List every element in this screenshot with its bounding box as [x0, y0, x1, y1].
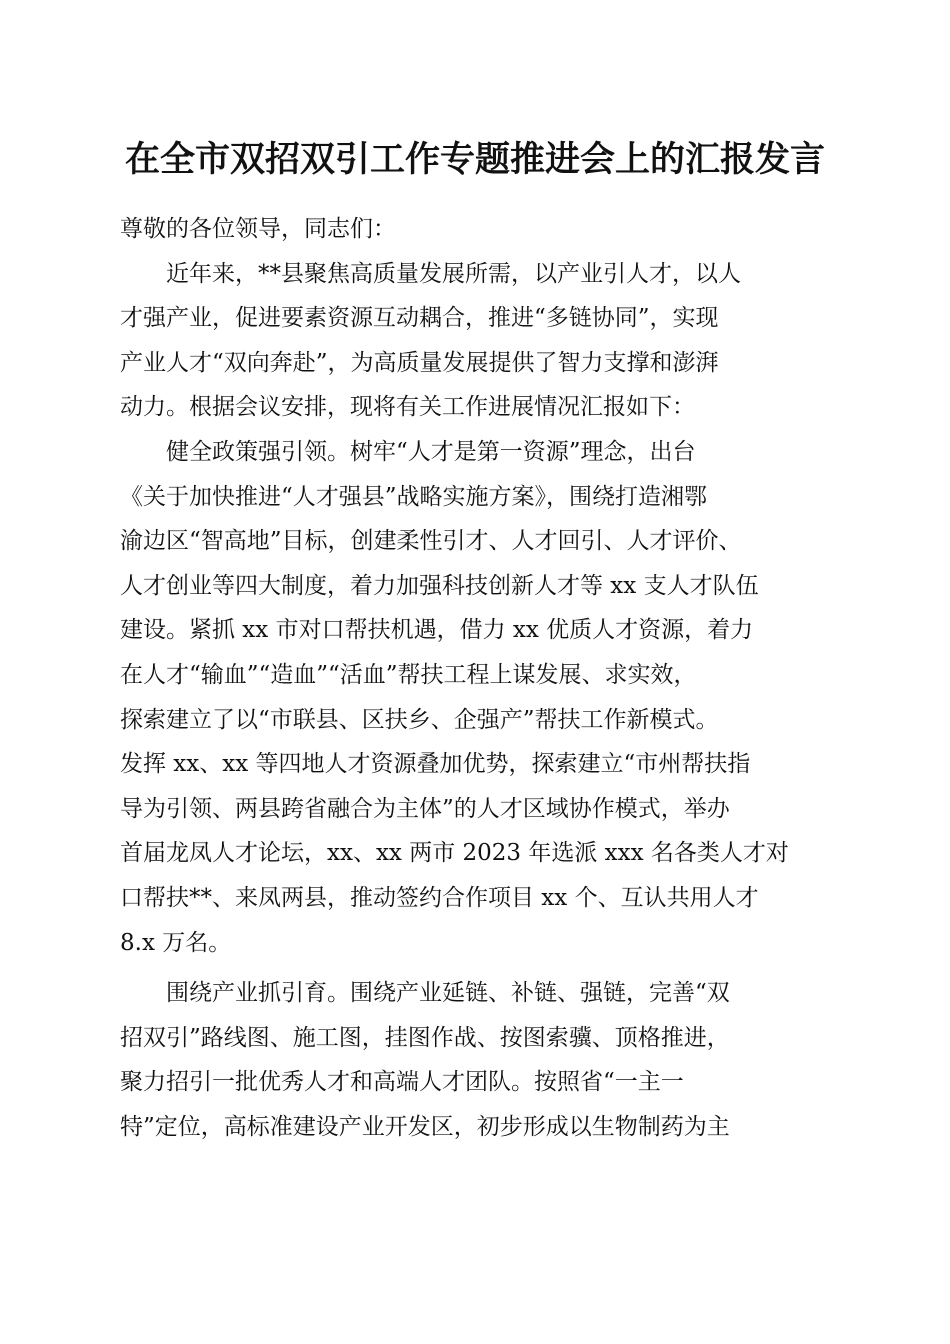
body-line: 在人才“输血”“造血”“活血”帮扶工程上谋发展、求实效，: [120, 661, 697, 688]
body-line: 健全政策强引领。树牢“人才是第一资源”理念，出台: [120, 438, 696, 465]
document-title: 在全市双招双引工作专题推进会上的汇报发言: [124, 139, 825, 180]
document-body: [120, 207, 840, 1149]
body-line: 才强产业，促进要素资源互动耦合，推进“多链协同”，实现: [120, 305, 719, 332]
body-line: 8.x 万名。: [120, 929, 232, 956]
body-line: 发挥 xx、xx 等四地人才资源叠加优势，探索建立“市州帮扶指: [120, 751, 751, 778]
body-line: 建设。紧抓 xx 市对口帮扶机遇，借力 xx 优质人才资源，着力: [120, 617, 754, 644]
salutation: 尊敬的各位领导，同志们：: [120, 216, 396, 242]
body-line: 特”定位，高标准建设产业开发区，初步形成以生物制药为主: [120, 1113, 730, 1140]
body-line: 聚力招引一批优秀人才和高端人才团队。按照省“一主一: [120, 1069, 684, 1096]
body-line: 渝边区“智高地”目标，创建柔性引才、人才回引、人才评价、: [120, 528, 742, 555]
body-line: 动力。根据会议安排，现将有关工作进展情况汇报如下：: [120, 394, 695, 421]
body-line: 近年来，**县聚焦高质量发展所需，以产业引人才，以人: [120, 260, 741, 287]
body-line: 产业人才“双向奔赴”，为高质量发展提供了智力支撑和澎湃: [120, 349, 719, 376]
body-line: 口帮扶**、来凤两县，推动签约合作项目 xx 个、互认共用人才: [120, 884, 759, 911]
body-line: 人才创业等四大制度，着力加强科技创新人才等 xx 支人才队伍: [120, 572, 759, 599]
body-line: 围绕产业抓引育。围绕产业延链、补链、强链，完善“双: [120, 980, 730, 1007]
body-line: 首届龙凤人才论坛，xx、xx 两市 2023 年选派 xxx 名各类人才对: [120, 840, 789, 867]
body-line: 探索建立了以“市联县、区扶乡、企强产”帮扶工作新模式。: [120, 706, 719, 733]
body-line: 导为引领、两县跨省融合为主体”的人才区域协作模式，举办: [120, 795, 730, 822]
body-line: 招双引”路线图、施工图，挂图作战、按图索骥、顶格推进，: [120, 1024, 730, 1051]
body-line: 《关于加快推进“人才强县”战略实施方案》，围绕打造湘鄂: [120, 483, 708, 510]
